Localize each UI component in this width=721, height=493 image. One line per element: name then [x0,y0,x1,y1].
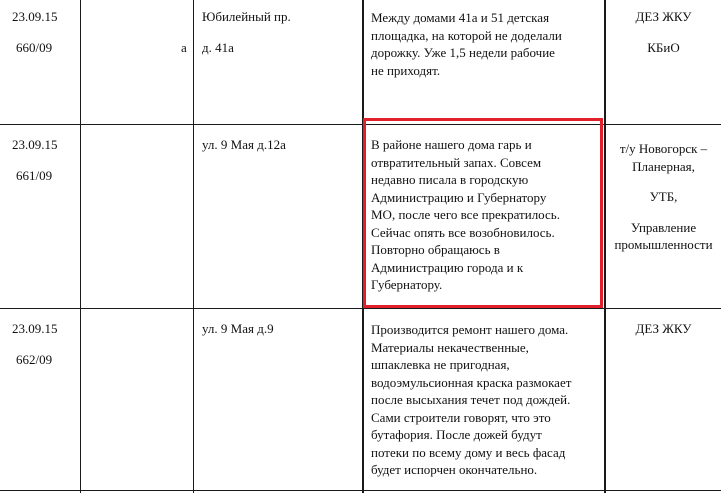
responsible-line: промышленности [614,237,713,252]
row-number: 662/09 [16,351,53,367]
row-date: 23.09.15 [12,9,58,24]
responsible-line: т/у Новогорск – [619,141,708,156]
complaint-line: Сейчас опять все возобновилось. [371,224,555,240]
complaint-line: будет испорчен окончательно. [371,462,538,477]
responsible-line: Управление [630,219,697,235]
row-responsible-cell [606,140,721,254]
complaint-line: Администрацию города и к [371,259,524,275]
responsible-line: Планерная, [632,158,695,174]
complaint-line: Материалы некачественные, [371,339,529,355]
responsible-line: ДЕЗ ЖКУ [635,321,692,336]
row-responsible-cell [606,320,721,338]
responsible-line: КБиО [647,39,680,55]
complaint-line: В районе нашего дома гарь и [371,137,532,152]
address-line: ул. 9 Мая д.9 [202,321,274,336]
complaint-line: после высыхания течет под дождей. [371,392,571,407]
complaint-line: шпаклевка не пригодная, [371,357,510,372]
row-responsible-cell [606,8,721,56]
column-divider [193,0,194,493]
complaint-line: дорожку. Уже 1,5 недели рабочие [371,45,555,60]
complaint-line: площадка, на которой не доделали [371,27,562,43]
complaint-line: Администрацию и Губернатору [371,189,547,205]
address-line: ул. 9 Мая д.12а [202,137,286,152]
complaint-line: потеки по всему дому и весь фасад [371,444,566,460]
row-divider [0,490,721,491]
complaint-line: Губернатору. [371,277,443,292]
responsible-line: ДЕЗ ЖКУ [635,9,692,24]
row-number: 661/09 [16,167,53,183]
row-divider [0,308,721,309]
row-date: 23.09.15 [12,321,58,336]
complaint-line: Повторно обращаюсь в [371,242,500,257]
complaint-line: отвратительный запах. Совсем [371,154,542,170]
row-date: 23.09.15 [12,137,58,152]
row-complaint-text [371,9,594,79]
column-divider [80,0,81,493]
row-address-cell [202,8,352,56]
complaint-line: Производится ремонт нашего дома. [371,322,569,337]
complaint-line: Сами строители говорят, что это [371,409,551,425]
complaint-line: бутафория. После дожей будут [371,427,542,442]
row-date-cell [12,136,72,184]
complaint-line: Между домами 41а и 51 детская [371,10,550,25]
row-complaint-text [371,321,594,479]
stray-character: а [181,40,187,55]
row-date-cell [12,8,72,56]
complaint-line: не приходят. [371,62,441,78]
row-address-cell [202,320,352,338]
row-number: 660/09 [16,39,53,55]
highlight-box [363,118,603,308]
complaint-line: МО, после чего все прекратилось. [371,207,560,222]
complaint-line: водоэмульсионная краска размокает [371,374,572,390]
row-date-cell [12,320,72,368]
responsible-line: УТБ, [649,189,678,204]
address-line: д. 41а [202,39,234,55]
complaint-line: недавно писала в городскую [371,172,529,187]
row-address-cell [202,136,352,154]
row-divider [0,124,721,125]
address-line: Юбилейный пр. [202,9,291,24]
